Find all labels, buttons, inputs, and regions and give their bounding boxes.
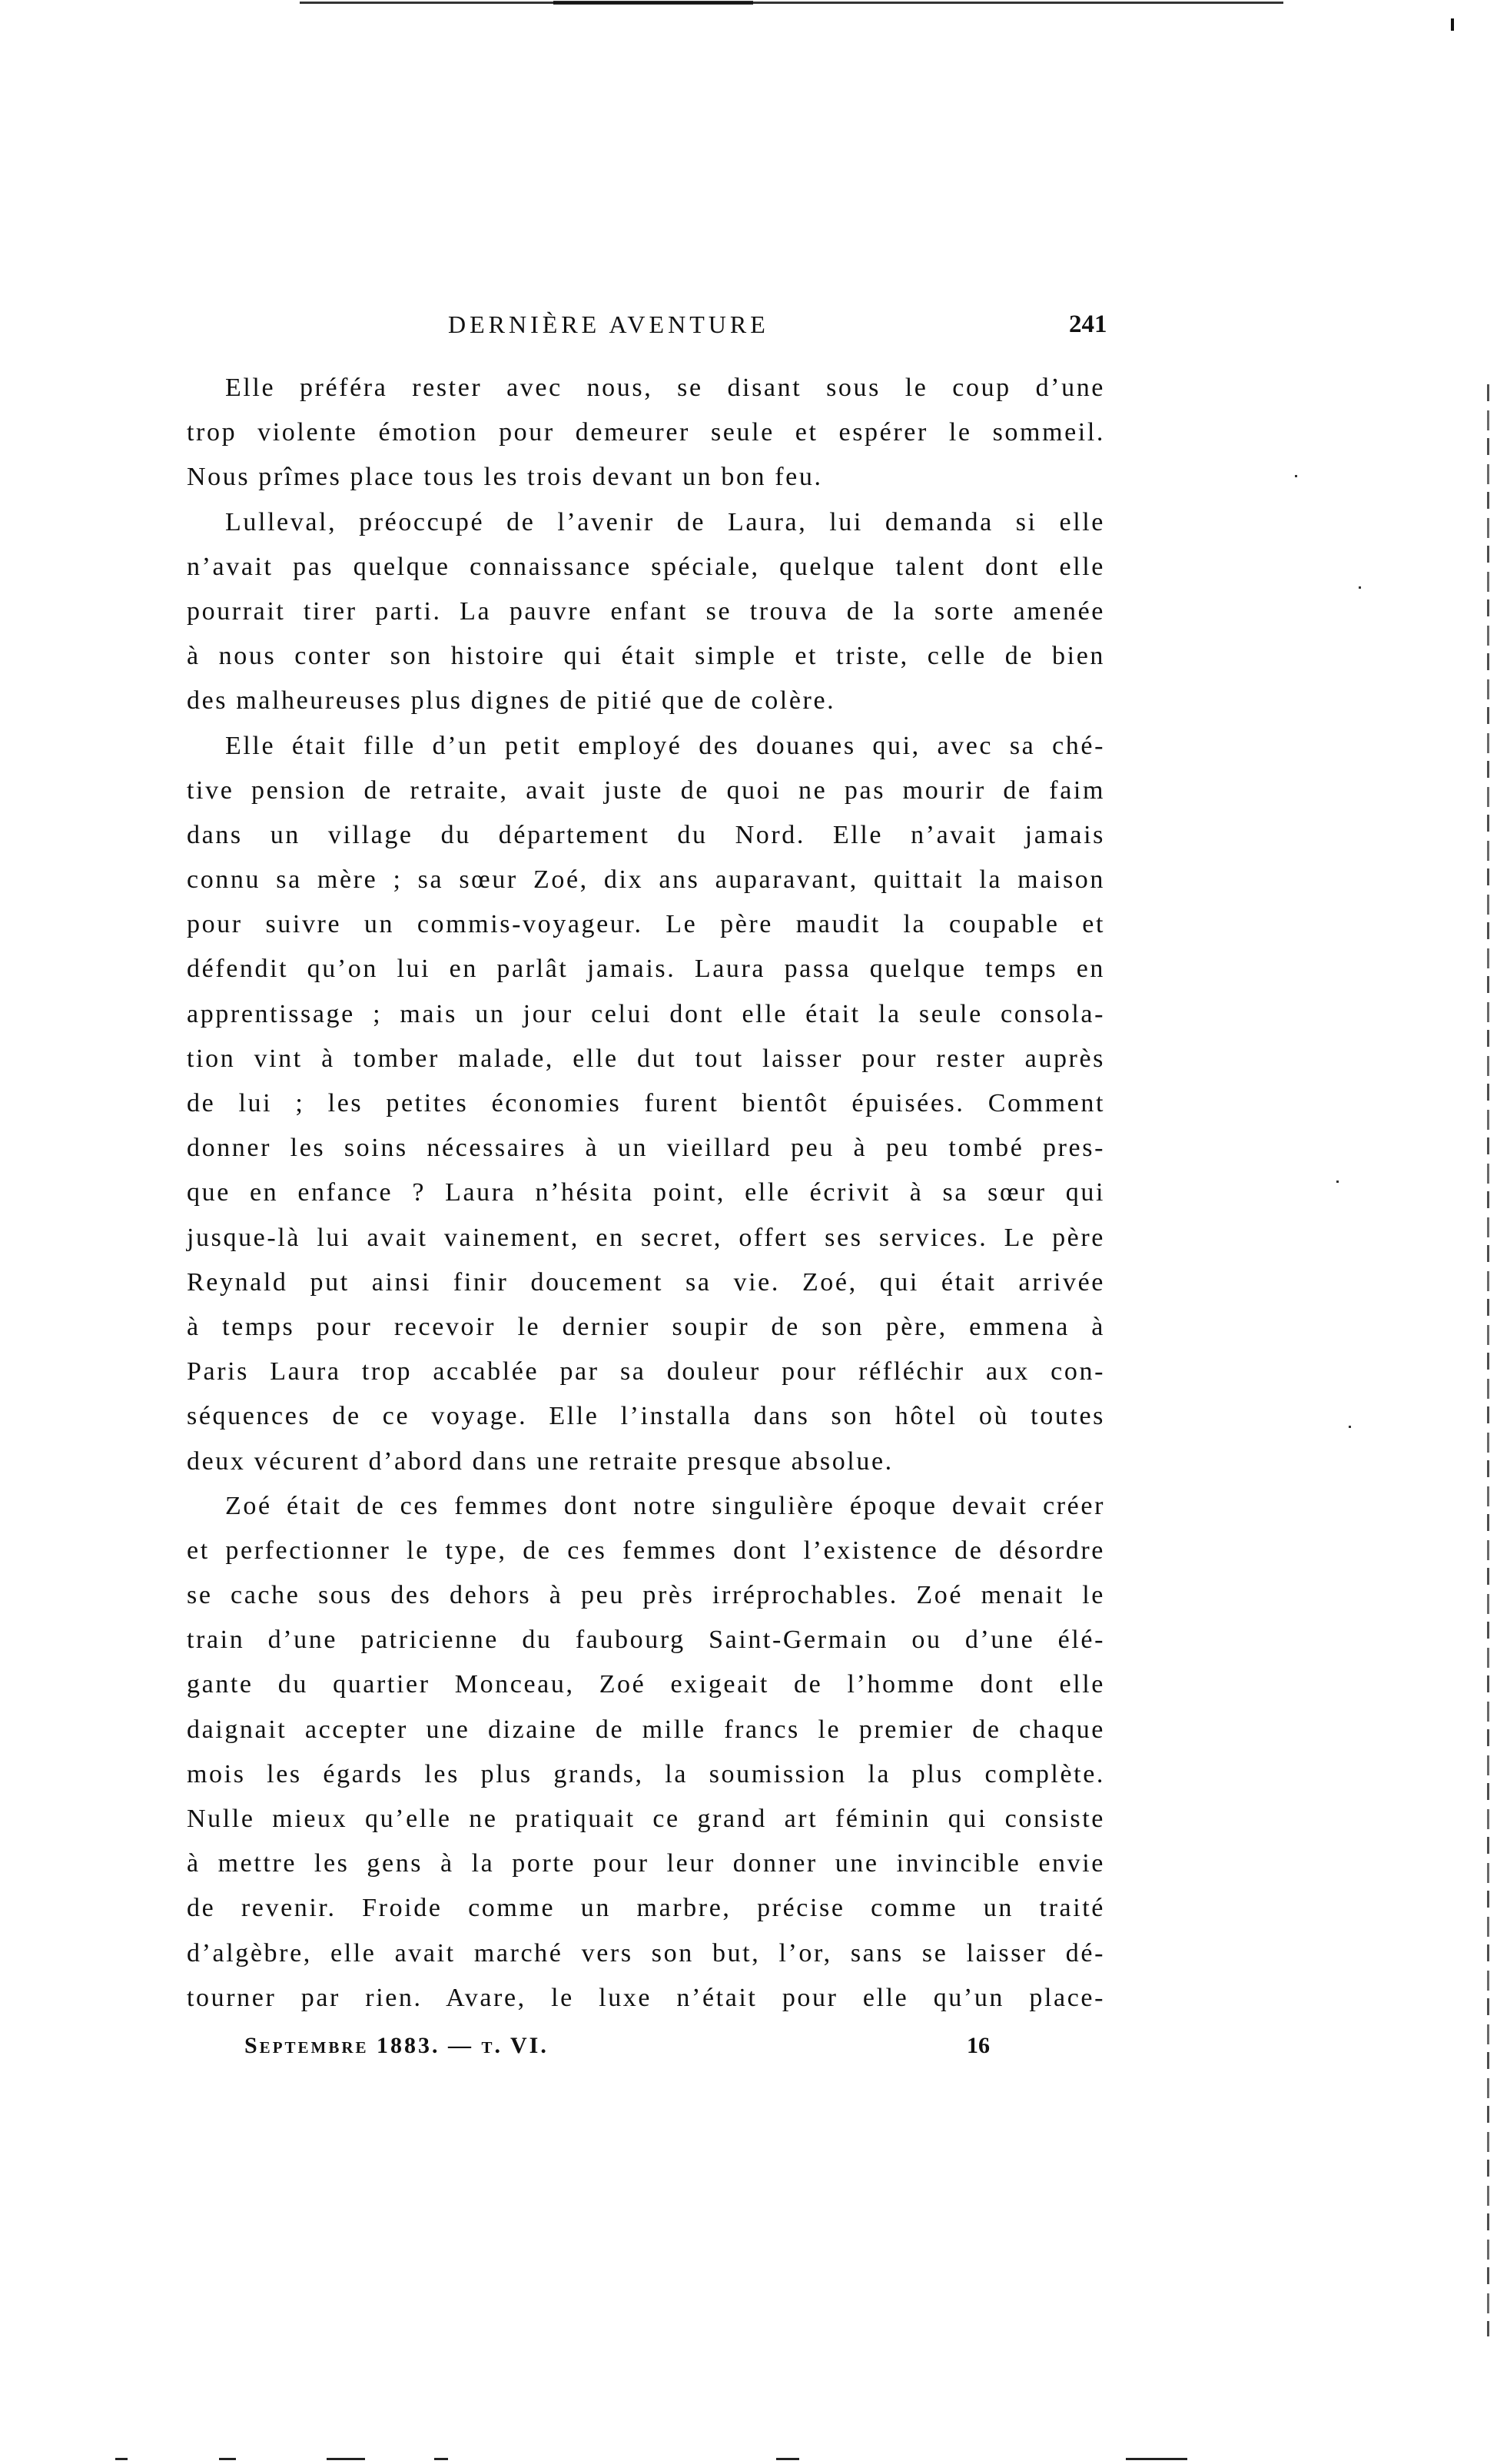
text-line: Elle était fille d’un petit employé des douanes qui, avec sa ché-: [225, 731, 1105, 760]
sheet-number: 16: [967, 2033, 990, 2058]
text-line: n’avait pas quelque connaissance spéciale, quelque talent dont elle: [187, 552, 1105, 581]
scan-top-rule-thick: [553, 1, 753, 5]
text-line: Nous prîmes place tous les trois devant un bon feu.: [187, 463, 823, 492]
text-line: que en enfance ? Laura n’hésita point, elle écrivit à sa sœur qui: [187, 1178, 1105, 1207]
text-line: Zoé était de ces femmes dont notre singulière époque devait créer: [225, 1491, 1105, 1520]
paragraph: [148, 500, 1105, 724]
text-line: Paris Laura trop accablée par sa douleur pour réfléchir aux con-: [187, 1357, 1105, 1386]
paragraph: [148, 724, 1105, 1484]
text-line: Nulle mieux qu’elle ne pratiquait ce grand art féminin qui consiste: [187, 1805, 1105, 1833]
text-line: se cache sous des dehors à peu près irréprochables. Zoé menait le: [187, 1581, 1105, 1610]
text-line: d’algèbre, elle avait marché vers son but, l’or, sans se laisser dé-: [187, 1938, 1105, 1968]
paragraph: [148, 1484, 1105, 2021]
text-line: des malheureuses plus dignes de pitié que de colère.: [187, 686, 836, 716]
text-line: défendit qu’on lui en parlât jamais. Laura passa quelque temps en: [187, 955, 1105, 984]
scan-bottom-mark: [219, 2458, 236, 2460]
text-line: donner les soins nécessaires à un vieillard peu à peu tombé pres-: [187, 1134, 1105, 1163]
body-text: [148, 366, 1105, 2021]
text-line: tive pension de retraite, avait juste de quoi ne pas mourir de faim: [187, 775, 1105, 805]
text-line: à nous conter son histoire qui était simple et triste, celle de bien: [187, 642, 1105, 671]
text-line: Elle préféra rester avec nous, se disant sous le coup d’une: [225, 374, 1105, 402]
text-line: daignait accepter une dizaine de mille francs le premier de chaque: [187, 1715, 1105, 1744]
text-line: trop violente émotion pour demeurer seule et espérer le sommeil.: [187, 418, 1105, 447]
text-line: deux vécurent d’abord dans une retraite presque absolue.: [187, 1446, 894, 1476]
scan-speck: [1349, 1426, 1351, 1428]
scan-bottom-mark: [776, 2458, 799, 2460]
text-line: et perfectionner le type, de ces femmes dont l’existence de désordre: [187, 1536, 1105, 1565]
text-line: tourner par rien. Avare, le luxe n’était pour elle qu’un place-: [187, 1983, 1105, 2012]
text-line: mois les égards les plus grands, la soumission la plus complète.: [187, 1759, 1105, 1788]
scan-bottom-mark: [434, 2458, 448, 2460]
text-line: à temps pour recevoir le dernier soupir de son père, emmena à: [187, 1312, 1105, 1341]
text-line: jusque-là lui avait vainement, en secret, offert ses services. Le père: [187, 1223, 1105, 1252]
text-line: séquences de ce voyage. Elle l’installa dans son hôtel où toutes: [187, 1402, 1105, 1431]
text-line: pour suivre un commis-voyageur. Le père maudit la coupable et: [187, 910, 1105, 939]
text-line: de revenir. Froide comme un marbre, précise comme un traité: [187, 1894, 1105, 1923]
scan-speck: [1451, 18, 1454, 31]
text-line: à mettre les gens à la porte pour leur donner une invincible envie: [187, 1849, 1105, 1878]
scan-top-rule: [300, 2, 1283, 4]
scan-speck: [1336, 1181, 1339, 1183]
scan-bottom-mark: [1126, 2458, 1187, 2460]
text-line: Lulleval, préoccupé de l’avenir de Laura, lui demanda si elle: [225, 507, 1105, 536]
scan-speck: [1359, 586, 1361, 589]
scan-right-edge: [1487, 384, 1489, 2336]
paragraph: [148, 366, 1105, 500]
text-line: apprentissage ; mais un jour celui dont elle était la seule consola-: [187, 999, 1105, 1028]
text-line: Reynald put ainsi finir doucement sa vie. Zoé, qui était arrivée: [187, 1267, 1105, 1297]
scan-bottom-mark: [115, 2458, 128, 2460]
text-line: tion vint à tomber malade, elle dut tout laisser pour rester auprès: [187, 1044, 1105, 1073]
footer-signature: Septembre 1883. — t. VI.: [244, 2033, 549, 2058]
page-number: 241: [1069, 310, 1107, 338]
text-line: pourrait tirer parti. La pauvre enfant se trouva de la sorte amenée: [187, 596, 1105, 626]
text-line: connu sa mère ; sa sœur Zoé, dix ans auparavant, quittait la maison: [187, 865, 1105, 895]
running-title: DERNIÈRE AVENTURE: [448, 310, 769, 338]
text-line: train d’une patricienne du faubourg Saint-Germain ou d’une élé-: [187, 1626, 1105, 1655]
text-line: dans un village du département du Nord. Elle n’avait jamais: [187, 820, 1105, 849]
scan-bottom-mark: [327, 2458, 365, 2460]
text-line: gante du quartier Monceau, Zoé exigeait de l’homme dont elle: [187, 1670, 1105, 1699]
scan-speck: [1295, 475, 1297, 477]
text-line: de lui ; les petites économies furent bientôt épuisées. Comment: [187, 1089, 1105, 1117]
